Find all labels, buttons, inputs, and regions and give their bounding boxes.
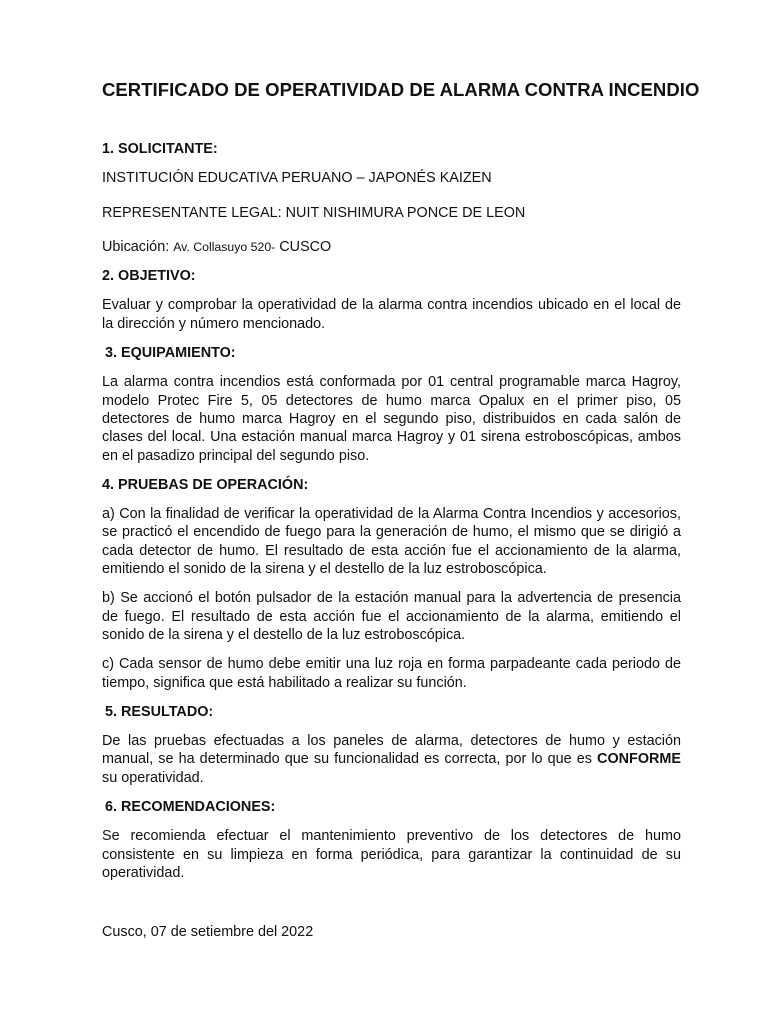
document-body — [102, 140, 681, 953]
recomendaciones-text: Se recomienda efectuar el mantenimiento preventivo de los detectores de humo consistente en su limpieza en forma periódica, para garantizar la continuidad de su operatividad. — [102, 828, 681, 881]
section-heading-objetivo: 2. OBJETIVO: — [102, 268, 196, 285]
objetivo-text: Evaluar y comprobar la operatividad de la alarma contra incendios ubicado en el local de la dirección y número mencionado. — [102, 297, 681, 332]
resultado-conforme: CONFORME — [597, 751, 681, 768]
section-heading-equipamiento: 3. EQUIPAMIENTO: — [105, 345, 236, 362]
location-label: Ubicación: — [102, 238, 170, 255]
prueba-b-text: b) Se accionó el botón pulsador de la estación manual para la advertencia de presencia de fuego. El resultado de esta acción fue el accionamiento de la alarma, emitiendo el sonido de la sirena y el destello de la luz estroboscópica. — [102, 590, 681, 643]
document-title: CERTIFICADO DE OPERATIVIDAD DE ALARMA CONTRA INCENDIO — [102, 79, 700, 100]
resultado-text — [102, 732, 681, 787]
equipamiento-text: La alarma contra incendios está conformada por 01 central programable marca Hagroy, modelo Protec Fire 5, 05 detectores de humo marca Opalux en el primer piso, 05 detectores de humo marca Hagroy en el segundo piso, distribuidos en cada salón de clases del local. Una estación manual marca Hagroy y 01 sirena estroboscópicas, ambos en el pasadizo principal del segundo piso. — [102, 374, 681, 464]
location-city: CUSCO — [279, 238, 332, 255]
prueba-a-text: a) Con la finalidad de verificar la operatividad de la Alarma Contra Incendios y accesorios, se practicó el encendido de fuego para la generación de humo, el mismo que se dirigió a cada detector de humo. El resultado de esta acción fue el accionamiento de la alarma, emitiendo el sonido de la sirena y el destello de la luz estroboscópica. — [102, 506, 681, 578]
legal-representative: REPRESENTANTE LEGAL: NUIT NISHIMURA PONCE DE LEON — [102, 204, 526, 221]
document-date: Cusco, 07 de setiembre del 2022 — [102, 924, 314, 941]
resultado-text-before: De las pruebas efectuadas a los paneles de alarma, detectores de humo y estación manual, se ha determinado que su funcionalidad es correcta, por lo que es — [102, 733, 681, 768]
resultado-text-after: su operatividad. — [102, 769, 204, 786]
location-line — [102, 238, 681, 256]
section-heading-pruebas: 4. PRUEBAS DE OPERACIÓN: — [102, 476, 309, 493]
section-heading-resultado: 5. RESULTADO: — [105, 703, 214, 720]
institution-name: INSTITUCIÓN EDUCATIVA PERUANO – JAPONÉS KAIZEN — [102, 170, 492, 187]
section-heading-recomendaciones: 6. RECOMENDACIONES: — [105, 799, 276, 816]
section-heading-solicitante: 1. SOLICITANTE: — [102, 141, 218, 157]
prueba-c-text: c) Cada sensor de humo debe emitir una luz roja en forma parpadeante cada periodo de tiempo, significa que está habilitado a realizar su función. — [102, 656, 681, 691]
location-address: Av. Collasuyo 520- — [173, 239, 276, 254]
